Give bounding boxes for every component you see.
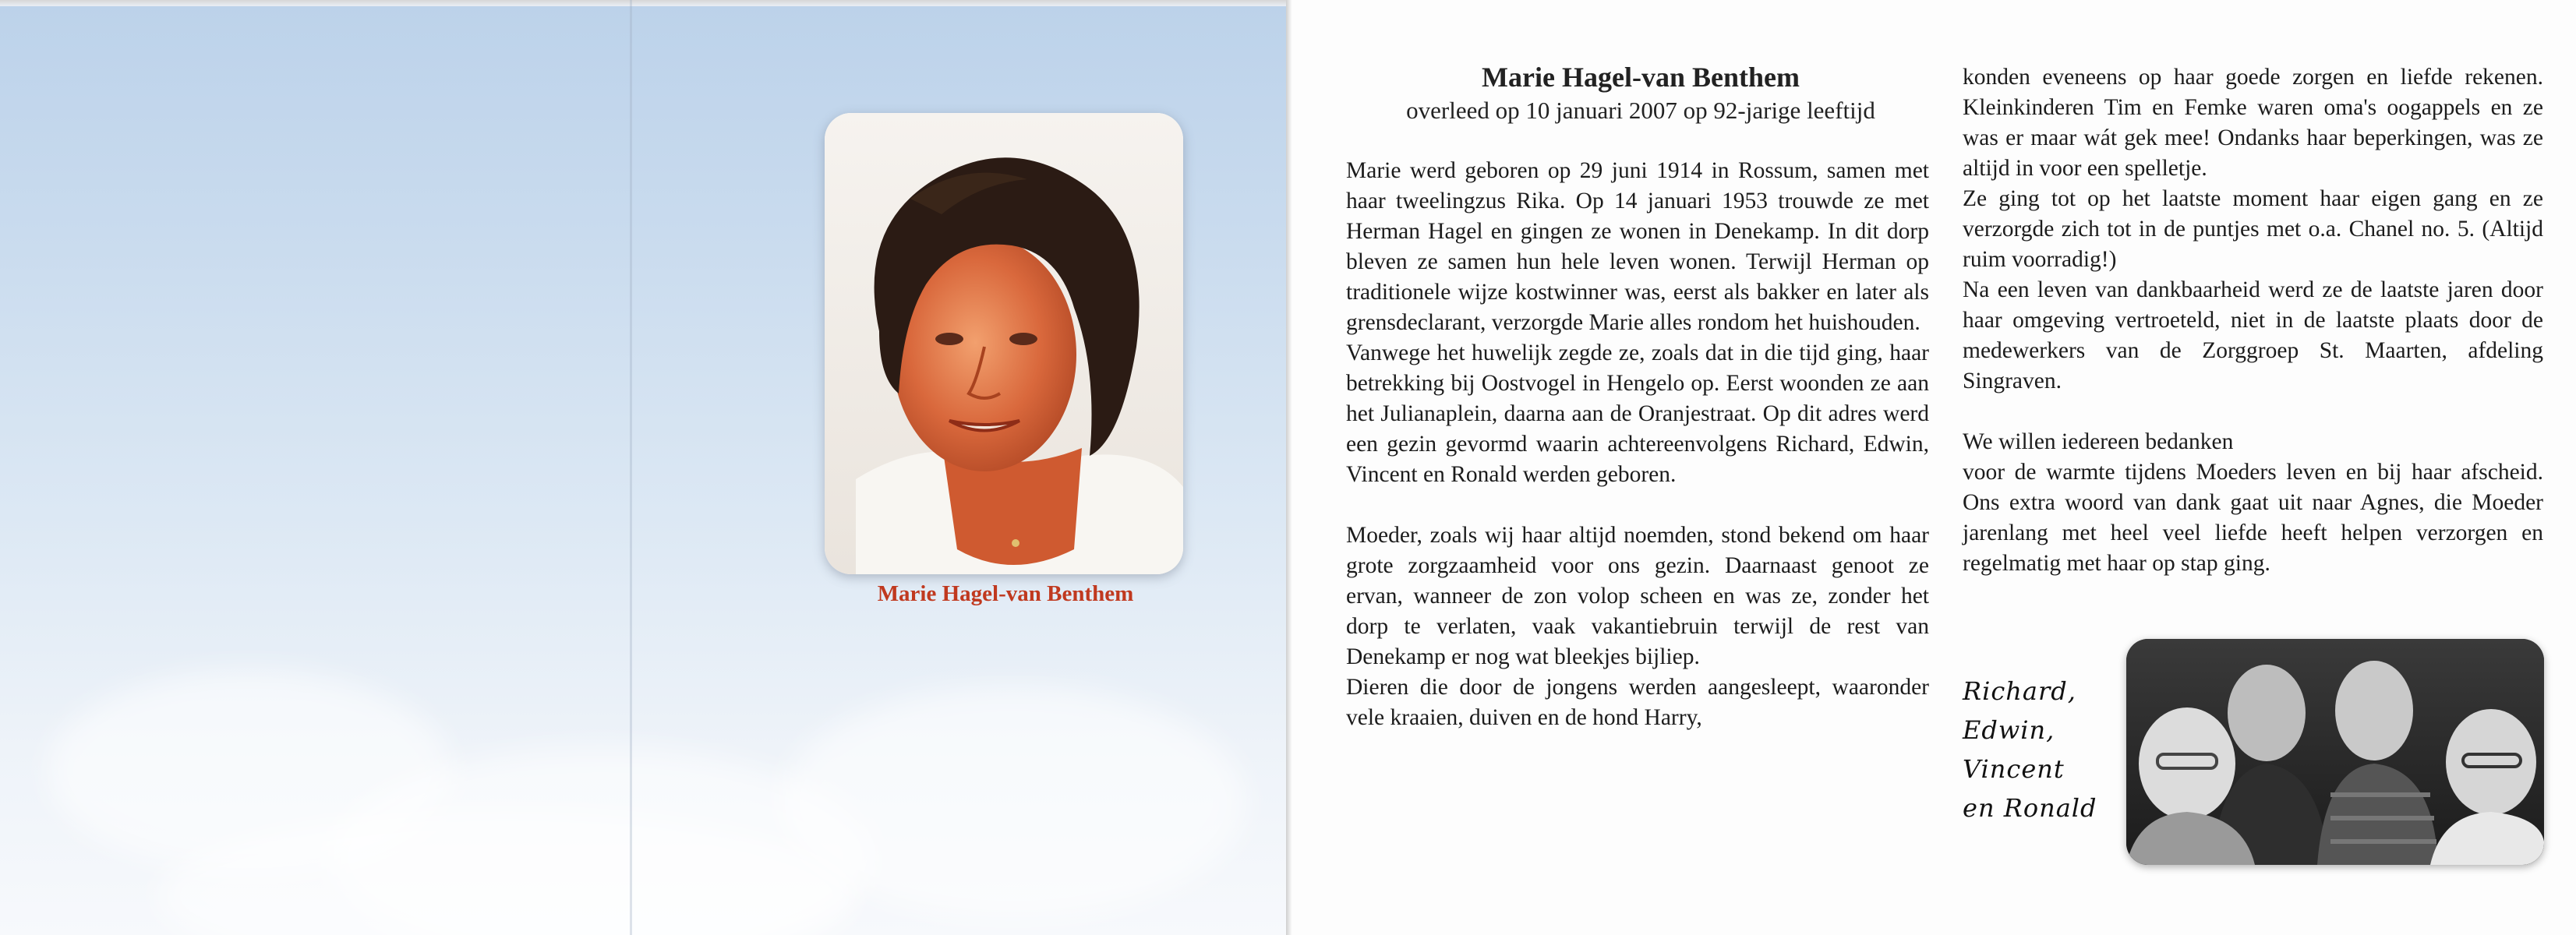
- family-signature: [1963, 672, 2118, 827]
- paragraph-animals: Dieren die door de jongens werden aangesleept, waaronder vele kraaien, duiven en de hond Harry,: [1346, 675, 1929, 730]
- portrait-illustration: [825, 113, 1183, 574]
- top-edge: [0, 0, 1286, 6]
- paragraph-gap: [1346, 490, 1929, 520]
- signature-line: en Ronald: [1963, 793, 2097, 823]
- left-panel-sky-background: [0, 0, 1286, 935]
- family-photo-illustration: [2126, 639, 2544, 865]
- paragraph-independence: Ze ging tot op het laatste moment haar eigen gang en ze verzorgde zich tot in de puntjes met o.a. Chanel no. 5. (Altijd ruim voorradig!): [1963, 186, 2543, 272]
- paragraph-gap: [1963, 397, 2543, 427]
- thanks-text: voor de warmte tijdens Moeders leven en bij haar afscheid. Ons extra woord van dank gaat uit naar Agnes, die Moeder jarenlang met heel veel liefde heeft helpen verzorgen en regelmatig met haar op stap ging.: [1963, 460, 2543, 576]
- card-fold-line: [630, 0, 632, 935]
- portrait-caption: Marie Hagel-van Benthem: [877, 581, 1134, 606]
- paragraph-grandchildren: konden eveneens op haar goede zorgen en liefde rekenen. Kleinkinderen Tim en Femke waren oma's oogappels en ze was er maar wát gek mee! Ondanks haar beperkingen, was ze altijd in voor een spelletje.: [1963, 65, 2543, 181]
- paragraph-mother: Moeder, zoals wij haar altijd noemden, stond bekend om haar grote zorgzaamheid voor ons gezin. Daarnaast genoot ze ervan, wanneer de zon volop scheen en was ze, zonder het dorp te verlaten, vaak vakantiebruin terwijl de rest van Denekamp er nog wat bleekjes bijliep.: [1346, 523, 1929, 669]
- text-column-left: [1346, 156, 1929, 733]
- signature-line: Vincent: [1963, 754, 2065, 784]
- paragraph-marriage: Vanwege het huwelijk zegde ze, zoals dat in die tijd ging, haar betrekking bij Oostvogel in Hengelo op. Eerst woonden ze aan het Julianaplein, daarna aan de Oranjestraat. Op dit adres werd een gezin gevormd waarin achtereenvolgens Richard, Edwin, Vincent en Ronald werden geboren.: [1346, 340, 1929, 487]
- card-title: Marie Hagel-van Benthem: [1482, 62, 1800, 93]
- paragraph-care: Na een leven van dankbaarheid werd ze de laatste jaren door haar omgeving vertroeteld, niet in de laatste plaats door de medewerkers van de Zorggroep St. Maarten, afdeling Singraven.: [1963, 277, 2543, 393]
- text-column-right: [1963, 62, 2543, 579]
- thanks-heading: We willen iedereen bedanken: [1963, 429, 2234, 454]
- page-divider: [1286, 0, 1292, 935]
- signature-line: Richard,: [1963, 676, 2076, 706]
- signature-line: Edwin,: [1963, 715, 2055, 745]
- family-photo: [2126, 639, 2544, 865]
- paragraph-birth: Marie werd geboren op 29 juni 1914 in Rossum, samen met haar tweelingzus Rika. Op 14 januari 1953 trouwde ze met Herman Hagel en gingen ze wonen in Denekamp. In dit dorp bleven ze samen hun hele leven wonen. Terwijl Herman op traditionele wijze kostwinner was, eerst als bakker en later als grensdeclarant, verzorgde Marie alles rondom het huishouden.: [1346, 158, 1929, 335]
- portrait-photo: [825, 113, 1183, 574]
- card-subtitle: overleed op 10 januari 2007 op 92-jarige leeftijd: [1406, 97, 1875, 124]
